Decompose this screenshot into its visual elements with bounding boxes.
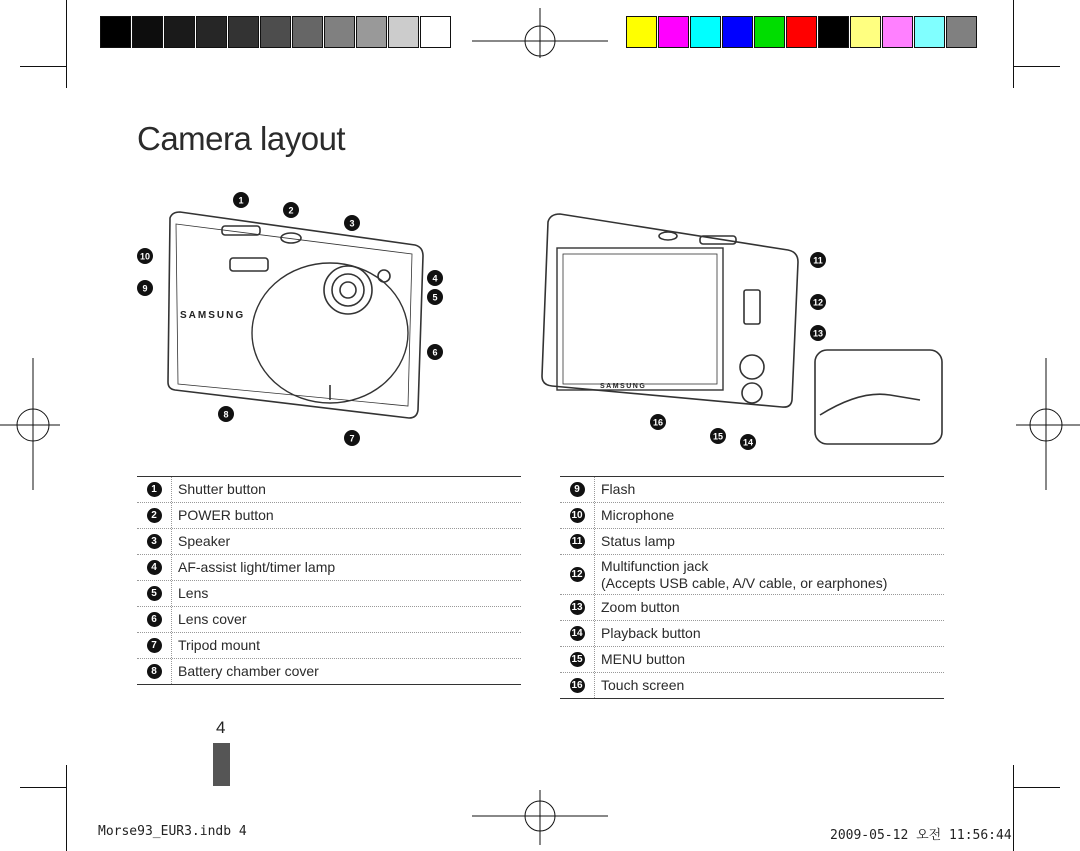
callout-number: 3 (349, 218, 355, 229)
table-row (137, 503, 521, 529)
row-number-cell (560, 534, 594, 549)
color-swatch (356, 16, 387, 48)
row-label-cell (178, 663, 319, 680)
camera-back-brand: SAMSUNG (600, 383, 647, 390)
row-label-cell (178, 559, 335, 576)
table-row (560, 529, 944, 555)
column-divider (594, 529, 596, 554)
row-number-badge: 10 (571, 510, 583, 521)
column-divider (594, 477, 596, 502)
color-swatch (850, 16, 881, 48)
color-swatch (914, 16, 945, 48)
color-swatch (420, 16, 451, 48)
table-row (560, 503, 944, 529)
table-row (137, 529, 521, 555)
column-divider (594, 647, 596, 672)
column-divider (594, 673, 596, 698)
row-number-badge: 5 (147, 586, 162, 601)
column-divider (171, 503, 173, 528)
footer-timestamp: 2009-05-12 오전 11:56:44 (830, 828, 1012, 843)
row-number-cell (137, 612, 171, 627)
color-swatch (132, 16, 163, 48)
page-tab-marker (213, 743, 230, 786)
crop-mark (1013, 0, 1014, 88)
part-label: Flash (601, 481, 636, 497)
color-swatch (882, 16, 913, 48)
color-swatch (658, 16, 689, 48)
row-label-cell (178, 507, 274, 524)
color-swatch (786, 16, 817, 48)
table-row (137, 659, 521, 684)
color-swatch (164, 16, 195, 48)
table-row (137, 607, 521, 633)
part-label: MENU button (601, 651, 686, 667)
camera-layout-figure (120, 190, 960, 460)
parts-table-left (137, 476, 521, 685)
camera-front-brand: SAMSUNG (180, 310, 246, 321)
table-row (560, 555, 944, 595)
registration-mark-left (0, 358, 60, 490)
column-divider (594, 503, 596, 528)
row-number-badge: 16 (571, 680, 583, 691)
part-label: POWER button (178, 507, 274, 523)
row-number-badge: 12 (571, 569, 583, 580)
color-swatch (100, 16, 131, 48)
table-row (560, 621, 944, 647)
crop-mark (1013, 66, 1060, 67)
callout-number: 9 (142, 283, 148, 294)
part-label: Status lamp (601, 533, 675, 549)
crop-mark (20, 787, 67, 788)
row-number-cell (560, 678, 594, 693)
callout-number: 6 (432, 347, 438, 358)
callout-number: 14 (742, 437, 754, 448)
row-number-cell (560, 652, 594, 667)
table-row (560, 477, 944, 503)
row-number-cell (137, 534, 171, 549)
callout-number: 2 (288, 205, 294, 216)
color-swatch (946, 16, 977, 48)
color-swatch (818, 16, 849, 48)
row-number-badge: 15 (571, 654, 583, 665)
row-number-cell (560, 508, 594, 523)
color-swatch (690, 16, 721, 48)
column-divider (171, 581, 173, 606)
row-number-badge: 11 (570, 534, 585, 549)
color-swatch (260, 16, 291, 48)
camera-back-illustration (542, 214, 942, 444)
table-row (137, 633, 521, 659)
callout-number: 12 (812, 297, 824, 308)
callout-number: 5 (432, 292, 438, 303)
row-number-cell (137, 638, 171, 653)
column-divider (171, 607, 173, 632)
crop-mark (1013, 787, 1060, 788)
column-divider (171, 659, 173, 684)
parts-table-right (560, 476, 944, 699)
row-number-badge: 3 (147, 534, 162, 549)
row-label-cell (601, 533, 675, 550)
color-swatch (228, 16, 259, 48)
column-divider (594, 595, 596, 620)
color-swatch (196, 16, 227, 48)
row-label-cell (178, 611, 246, 628)
column-divider (171, 555, 173, 580)
row-label-cell (178, 637, 260, 654)
color-swatch (722, 16, 753, 48)
column-divider (171, 529, 173, 554)
color-swatch (388, 16, 419, 48)
row-label-cell (178, 533, 230, 550)
row-label-cell (601, 507, 674, 524)
part-label: Lens cover (178, 611, 247, 627)
part-sublabel: (Accepts USB cable, A/V cable, or earphones) (601, 574, 888, 591)
part-label: Microphone (601, 507, 675, 523)
callout-number: 16 (652, 417, 664, 428)
row-number-cell (137, 664, 171, 679)
table-row (137, 581, 521, 607)
part-label: Lens (178, 585, 209, 601)
row-number-badge: 7 (147, 638, 162, 653)
row-label-cell (178, 481, 266, 498)
table-row (137, 477, 521, 503)
table-row (560, 595, 944, 621)
part-label: Touch screen (601, 677, 685, 693)
callout-number: 15 (712, 431, 724, 442)
row-label-cell (601, 558, 887, 592)
callout-number: 4 (432, 273, 438, 284)
part-label: AF-assist light/timer lamp (178, 559, 336, 575)
column-divider (594, 621, 596, 646)
page-title: Camera layout (137, 120, 346, 157)
part-label: Shutter button (178, 481, 266, 497)
row-number-badge: 13 (571, 602, 583, 613)
row-number-badge: 4 (147, 560, 162, 575)
row-number-cell (560, 567, 594, 582)
part-label: Tripod mount (178, 637, 260, 653)
color-swatch (626, 16, 657, 48)
row-number-cell (137, 482, 171, 497)
registration-mark-top (472, 8, 608, 58)
row-number-cell (137, 508, 171, 523)
row-number-badge: 8 (147, 664, 162, 679)
registration-mark-bottom (472, 790, 608, 845)
part-label: Multifunction jack (601, 557, 709, 574)
row-label-cell (601, 677, 684, 694)
part-label: Zoom button (601, 599, 680, 615)
row-number-badge: 9 (570, 482, 585, 497)
row-number-badge: 14 (571, 628, 583, 639)
column-divider (171, 633, 173, 658)
callout-number: 10 (139, 251, 151, 262)
crop-mark (20, 66, 67, 67)
callout-number: 8 (223, 409, 229, 420)
row-label-cell (178, 585, 208, 602)
color-swatch (292, 16, 323, 48)
part-label: Playback button (601, 625, 701, 641)
table-row (560, 647, 944, 673)
row-number-badge: 2 (147, 508, 162, 523)
row-number-cell (560, 600, 594, 615)
footer-file-info: Morse93_EUR3.indb 4 (98, 824, 247, 839)
crop-mark (66, 0, 67, 88)
callout-number: 7 (349, 433, 355, 444)
row-number-cell (560, 482, 594, 497)
part-label: Speaker (178, 533, 231, 549)
row-label-cell (601, 481, 635, 498)
column-divider (171, 477, 173, 502)
row-number-badge: 6 (147, 612, 162, 627)
registration-mark-right (1016, 358, 1080, 490)
table-row (560, 673, 944, 698)
row-label-cell (601, 625, 701, 642)
callout-number: 11 (813, 255, 823, 266)
row-number-badge: 1 (147, 482, 162, 497)
color-swatch (754, 16, 785, 48)
color-swatch (324, 16, 355, 48)
row-number-cell (137, 560, 171, 575)
column-divider (594, 555, 596, 594)
table-row (137, 555, 521, 581)
row-label-cell (601, 599, 680, 616)
row-label-cell (601, 651, 685, 668)
row-number-cell (137, 586, 171, 601)
callout-number: 1 (238, 195, 244, 206)
crop-mark (66, 765, 67, 851)
callout-number: 13 (812, 328, 824, 339)
crop-mark (1013, 765, 1014, 851)
page-number: 4 (216, 718, 226, 737)
row-number-cell (560, 626, 594, 641)
part-label: Battery chamber cover (178, 663, 319, 679)
